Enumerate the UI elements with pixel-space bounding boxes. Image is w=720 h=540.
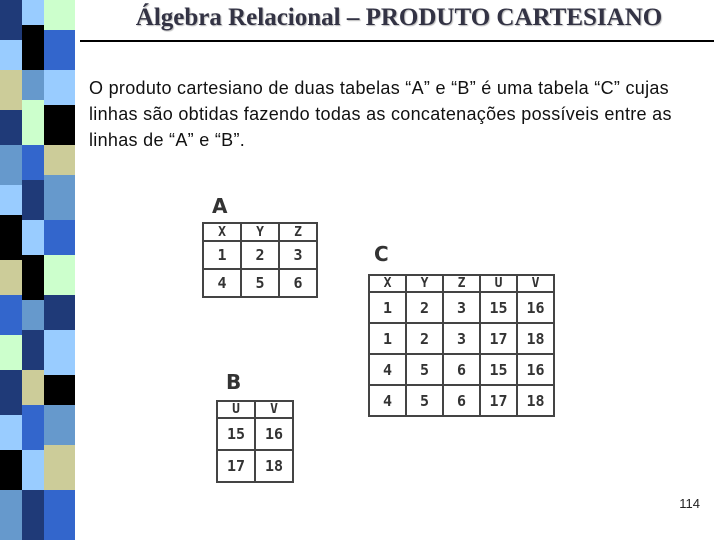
table-a-cell: 2 [241, 241, 279, 269]
table-c-header-cell: Z [443, 275, 480, 292]
table-c-cell: 5 [406, 354, 443, 385]
table-b-header-cell: V [255, 401, 293, 418]
page-number: 114 [679, 496, 700, 511]
table-row [203, 241, 317, 269]
table-c-cell: 4 [369, 354, 406, 385]
table-c-cell: 1 [369, 292, 406, 323]
table-c-cell: 18 [517, 323, 554, 354]
table-c-cell: 1 [369, 323, 406, 354]
title-underline [80, 40, 714, 42]
table-row [369, 354, 554, 385]
decorative-stripe [0, 0, 75, 540]
table-c-cell: 6 [443, 385, 480, 416]
table-a [202, 222, 318, 298]
table-c-cell: 16 [517, 354, 554, 385]
table-row [369, 385, 554, 416]
table-c-cell: 15 [480, 354, 517, 385]
table-row [369, 323, 554, 354]
table-a-header-cell: Z [279, 223, 317, 241]
table-a-header-cell: Y [241, 223, 279, 241]
table-b-cell: 15 [217, 418, 255, 450]
table-c-cell: 18 [517, 385, 554, 416]
table-c-cell: 17 [480, 323, 517, 354]
table-b-header-cell: U [217, 401, 255, 418]
table-b-cell: 16 [255, 418, 293, 450]
slide-paragraph: O produto cartesiano de duas tabelas “A” e “B” é uma tabela “C” cujas linhas são obtidas fazendo todas as concatenações possíveis entre as linhas de “A” e “B”. [89, 78, 672, 150]
slide-title: Álgebra Relacional – PRODUTO CARTESIANO [135, 4, 663, 31]
table-c [368, 274, 555, 417]
table-a-cell: 5 [241, 269, 279, 297]
table-a-header-cell: X [203, 223, 241, 241]
table-c-header-cell: U [480, 275, 517, 292]
table-a-cell: 3 [279, 241, 317, 269]
table-c-cell: 2 [406, 292, 443, 323]
table-row [217, 418, 293, 450]
table-b-cell: 17 [217, 450, 255, 482]
table-c-cell: 3 [443, 292, 480, 323]
table-row [369, 292, 554, 323]
table-c-header-cell: V [517, 275, 554, 292]
table-c-cell: 6 [443, 354, 480, 385]
table-c-cell: 2 [406, 323, 443, 354]
table-c-header-cell: Y [406, 275, 443, 292]
table-c-cell: 16 [517, 292, 554, 323]
table-c-header-cell: X [369, 275, 406, 292]
table-b-label: B [226, 370, 242, 394]
table-c-cell: 15 [480, 292, 517, 323]
table-row [203, 269, 317, 297]
table-c-cell: 3 [443, 323, 480, 354]
table-c-label: C [374, 242, 389, 266]
table-c-cell: 5 [406, 385, 443, 416]
table-a-label: A [212, 194, 228, 218]
table-b [216, 400, 294, 483]
table-c-cell: 4 [369, 385, 406, 416]
table-b-cell: 18 [255, 450, 293, 482]
table-a-cell: 1 [203, 241, 241, 269]
table-a-cell: 6 [279, 269, 317, 297]
table-c-cell: 17 [480, 385, 517, 416]
table-row [217, 450, 293, 482]
table-a-cell: 4 [203, 269, 241, 297]
